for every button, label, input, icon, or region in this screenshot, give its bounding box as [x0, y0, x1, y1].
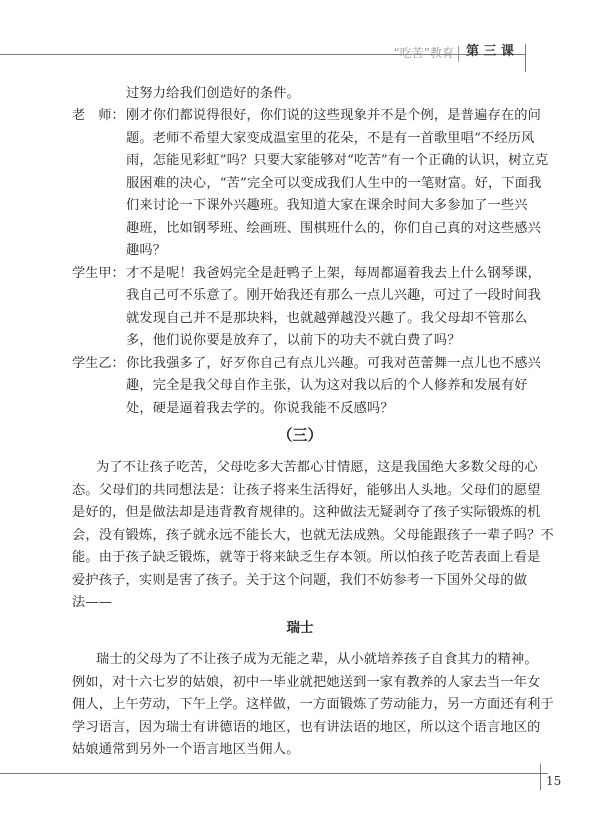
page-number: 15 — [546, 774, 562, 788]
paragraph-line: 会，没有锻炼，孩子就永远不能长大，也就无法成熟。父母能跟孩子一辈子吗？不 — [72, 528, 554, 543]
dialogue-line: 刚才你们都说得很好，你们说的这些现象并不是个例，是普遍存在的问 — [126, 108, 542, 123]
paragraph-line: 学习语言，因为瑞士有讲德语的地区，也有讲法语的地区，所以这个语言地区的 — [72, 720, 541, 735]
paragraph-line: 瑞士的父母为了不让孩子成为无能之辈，从小就培养孩子自食其力的精神。 — [96, 652, 538, 667]
paragraph-line: 态。父母们的共同想法是：让孩子将来生活得好，能够出人头地。父母们的愿望 — [72, 483, 541, 498]
running-header-section-title: “吃苦”教育 — [393, 46, 454, 60]
running-header-lesson-title: 第 三 课 — [466, 44, 515, 59]
dialogue-line: 趣吗？ — [126, 243, 167, 258]
dialogue-line: 你比我强多了，好歹你自己有点儿兴趣。可我对芭蕾舞一点儿也不感兴 — [126, 356, 542, 371]
paragraph-line: 是好的，但是做法却是违背教育规律的。这种做法无疑剥夺了孩子实际锻炼的机 — [72, 505, 541, 520]
paragraph-line: 姑娘通常到另外一个语言地区当佣人。 — [72, 742, 300, 757]
dialogue-line: 趣，完全是我父母自作主张，认为这对我以后的个人修养和发展有好 — [126, 378, 528, 393]
speaker-label: 学生乙： — [72, 356, 125, 371]
dialogue-line: 多，他们说你要是放弃了，以前下的功夫不就白费了吗？ — [126, 333, 461, 348]
paragraph-line: 爱护孩子，实则是害了孩子。关于这个问题，我们不妨参考一下国外父母的做 — [72, 573, 528, 588]
footer-divider — [540, 764, 541, 790]
footer-rule — [0, 773, 548, 774]
dialogue-line: 服困难的决心，“苦”完全可以变成我们人生中的一笔财富。好，下面我 — [126, 176, 542, 191]
paragraph-line: 法—— — [72, 595, 113, 610]
header-separator — [458, 46, 459, 62]
paragraph-line: 例如，对十六七岁的姑娘，初中一毕业就把她送到一家有教养的人家去当一年女 — [72, 675, 541, 690]
dialogue-line: 题。老师不希望大家变成温室里的花朵，不是有一首歌里唱“不经历风 — [126, 131, 535, 146]
dialogue-line: 就发现自己并不是那块料，也就越弹越没兴趣了。我父母却不管那么 — [126, 311, 528, 326]
speaker-label: 学生甲： — [72, 266, 125, 281]
dialogue-line: 处，硬是逼着我去学的。你说我能不反感吗？ — [126, 401, 394, 416]
paragraph-line: 佣人，上午劳动，下午上学。这样做，一方面锻炼了劳动能力，另一方面还有利于 — [72, 697, 554, 712]
subsection-heading: 瑞士 — [286, 620, 314, 636]
paragraph-line: 能。由于孩子缺乏锻炼，就等于将来缺乏生存本领。所以怕孩子吃苦表面上看是 — [72, 550, 541, 565]
speaker-label: 老 师： — [72, 108, 125, 123]
dialogue-opening-line: 过努力给我们创造好的条件。 — [126, 86, 301, 101]
paragraph-line: 为了不让孩子吃苦，父母吃多大苦都心甘情愿，这是我国绝大多数父母的心 — [96, 460, 538, 475]
dialogue-line: 们来讨论一下课外兴趣班。我知道大家在课余时间大多参加了一些兴 — [126, 198, 528, 213]
header-divider — [525, 44, 526, 72]
dialogue-line: 我自己可不乐意了。刚开始我还有那么一点儿兴趣，可过了一段时间我 — [126, 288, 542, 303]
dialogue-line: 才不是呢！我爸妈完全是赶鸭子上架，每周都逼着我去上什么钢琴课， — [126, 266, 542, 281]
dialogue-line: 雨，怎能见彩虹”吗？只要大家能够对“吃苦”有一个正确的认识，树立克 — [126, 153, 549, 168]
section-heading: （三） — [277, 426, 323, 444]
dialogue-line: 趣班，比如钢琴班、绘画班、围棋班什么的，你们自己真的对这些感兴 — [126, 221, 542, 236]
